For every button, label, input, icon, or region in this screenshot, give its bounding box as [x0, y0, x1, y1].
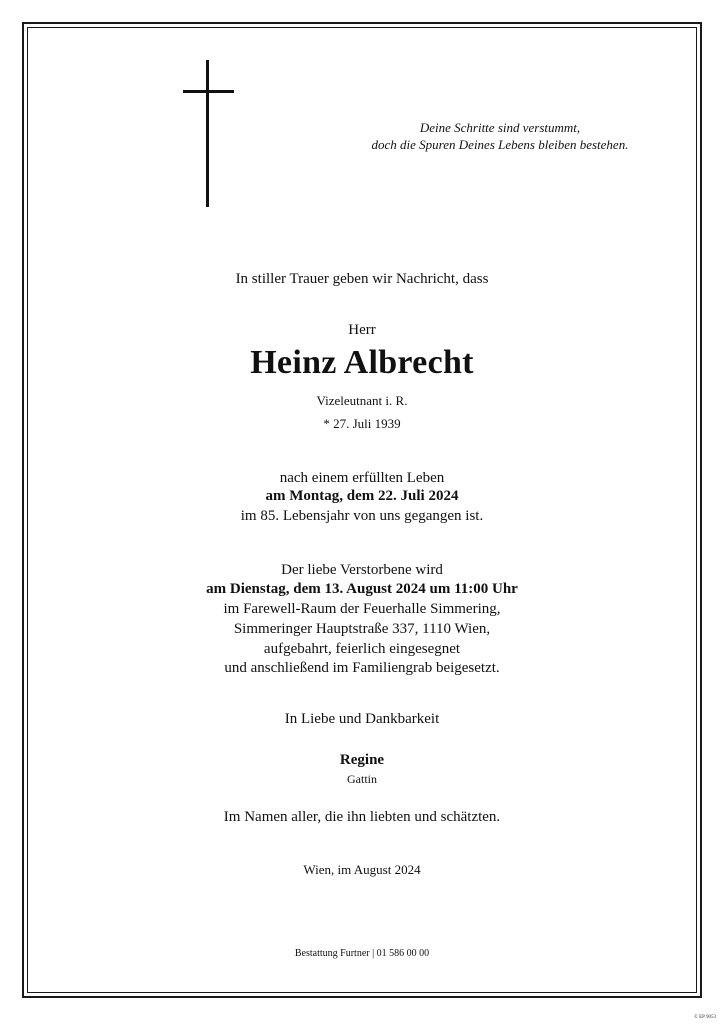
- funeral-line-1: Der liebe Verstorbene wird: [281, 562, 443, 578]
- all-names-text: Im Namen aller, die ihn liebten und schätzten.: [223, 809, 501, 825]
- funeral-date: am Dienstag, dem 13. August 2024 um 11:00 Uhr: [206, 581, 518, 597]
- death-line-1: nach einem erfüllten Leben: [279, 470, 445, 486]
- funeral-line-5: aufgebahrt, feierlich eingesegnet: [263, 641, 461, 657]
- mourner-name: Regine: [339, 752, 385, 768]
- quote-line-1: Deine Schritte sind verstummt,: [419, 120, 581, 135]
- death-date: am Montag, dem 22. Juli 2024: [265, 488, 459, 504]
- funeral-line-6: und anschließend im Familiengrab beigesetzt.: [224, 660, 500, 676]
- death-line-3: im 85. Lebensjahr von uns gegangen ist.: [240, 508, 484, 524]
- deceased-name: Heinz Albrecht: [250, 344, 474, 381]
- place-date: Wien, im August 2024: [303, 862, 421, 877]
- mourner-relation: Gattin: [347, 772, 377, 786]
- deceased-title: Vizeleutnant i. R.: [316, 393, 408, 408]
- funeral-line-3: im Farewell-Raum der Feuerhalle Simmering,: [223, 601, 501, 617]
- quote-line-2: doch die Spuren Deines Lebens bleiben bestehen.: [371, 137, 629, 152]
- print-stamp: © EP 9053: [694, 1015, 716, 1020]
- funeral-line-4: Simmeringer Hauptstraße 337, 1110 Wien,: [233, 621, 491, 637]
- closing-text: In Liebe und Dankbarkeit: [284, 711, 440, 727]
- footer-undertaker: Bestattung Furtner | 01 586 00 00: [294, 948, 430, 959]
- salutation: Herr: [348, 322, 376, 338]
- intro-text: In stiller Trauer geben wir Nachricht, dass: [235, 271, 489, 287]
- birth-date: * 27. Juli 1939: [323, 416, 401, 431]
